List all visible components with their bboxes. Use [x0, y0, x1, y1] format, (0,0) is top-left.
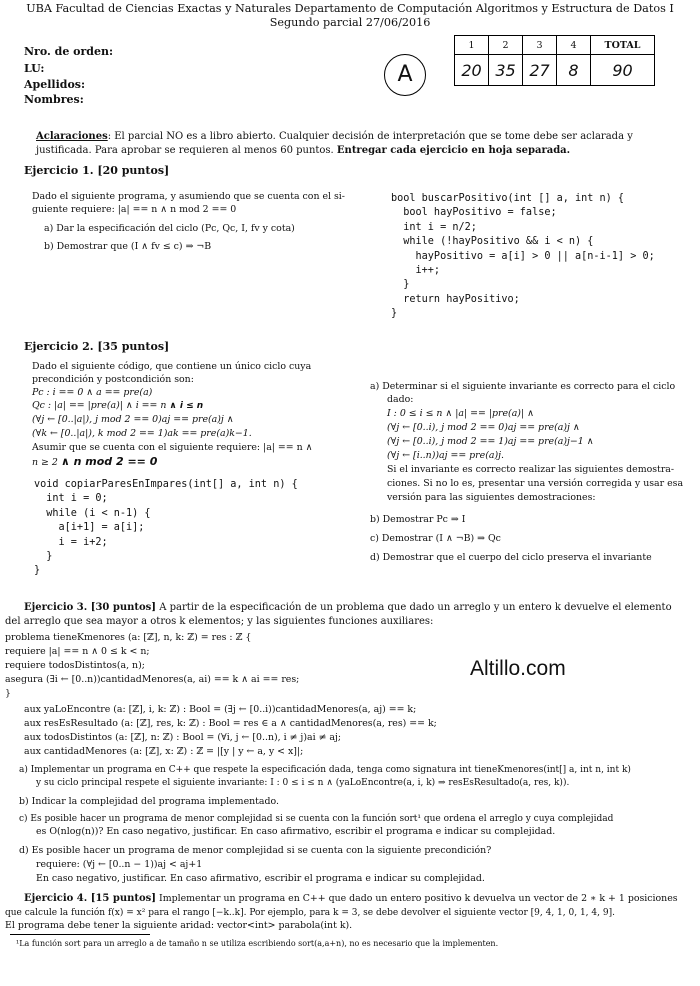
ex3-item-b: b) Indicar la complejidad del programa implementado.	[19, 796, 279, 807]
ex3-spec-4: asegura (∃i ← [0..n))cantidadMenores(a, ai) == k ∧ ai == res;	[5, 674, 300, 685]
code-line: }	[391, 279, 410, 291]
ex3-spec-1: problema tieneKmenores (a: [ℤ], n, k: ℤ) = res : ℤ {	[5, 632, 252, 643]
ex2-item-b: b) Demostrar Pc ⇒ I	[370, 514, 466, 525]
score-header-total: TOTAL	[591, 36, 655, 55]
ex1-item-b: b) Demostrar que (I ∧ fv ≤ c) ⇒ ¬B	[44, 241, 212, 252]
ex2-intro-1: Dado el siguiente código, que contiene un único ciclo cuya	[32, 361, 312, 372]
ex2-title: Ejercicio 2. [35 puntos]	[24, 340, 170, 353]
exam-header-line1: UBA Facultad de Ciencias Exactas y Naturales Departamento de Computación Algoritmos y Estructura de Datos I	[26, 2, 674, 15]
footnote-rule	[10, 934, 150, 935]
ex4-title: Ejercicio 4. [15 puntos]	[24, 893, 157, 904]
code-line: return hayPositivo;	[391, 293, 520, 305]
ex2-requires: Asumir que se cuenta con el siguiente requiere: |a| == n ∧	[32, 442, 313, 453]
ex3-item-d-cont: En caso negativo, justificar. En caso afirmativo, escribir el programa e indicar su complejidad.	[36, 873, 485, 884]
score-table	[454, 35, 655, 86]
code-line: }	[391, 308, 398, 320]
code-line: int i = 0;	[34, 493, 108, 505]
code-line: bool hayPositivo = false;	[391, 207, 557, 219]
score-value-4: 8	[557, 55, 591, 86]
ex2-precondition: Pc : i == 0 ∧ a == pre(a)	[32, 387, 153, 398]
ex1-code	[391, 192, 655, 322]
ex3-intro-line1: Ejercicio 3. [30 puntos] A partir de la especificación de un problema que dado un arreglo y un entero k devuelve el elemento	[24, 602, 672, 613]
score-header-3: 3	[523, 36, 557, 55]
ex3-intro-line2: del arreglo que sea mayor a otros k elementos; y las siguientes funciones auxiliares:	[5, 616, 434, 627]
exam-header-line2: Segundo parcial 27/06/2016	[269, 16, 431, 29]
code-line: bool buscarPositivo(int [] a, int n) {	[391, 193, 625, 204]
score-header-2: 2	[489, 36, 523, 55]
code-line: a[i+1] = a[i];	[34, 522, 145, 534]
code-line: void copiarParesEnImpares(int[] a, int n) {	[34, 479, 298, 490]
ex2-item-a-dado: dado:	[387, 394, 414, 405]
score-value-3: 27	[523, 55, 557, 86]
ex1-title: Ejercicio 1. [20 puntos]	[24, 164, 170, 177]
ex3-spec-2: requiere |a| == n ∧ 0 ≤ k < n;	[5, 646, 150, 657]
code-line: i = i+2;	[34, 536, 108, 548]
ex2-invariant-1: I : 0 ≤ i ≤ n ∧ |a| == |pre(a)| ∧	[387, 408, 534, 419]
ex2-invariant-4: (∀j ← [i..n))aj == pre(a)j.	[387, 450, 504, 461]
watermark: Altillo.com	[470, 657, 566, 680]
handwritten-addition-1: ∧ i ≤ n	[169, 401, 204, 411]
ex2-postcondition-2: (∀j ← [0..|a|), j mod 2 == 0)aj == pre(a)j ∧	[32, 414, 234, 425]
score-value-2: 35	[489, 55, 523, 86]
ex2-requires-cont: n ≥ 2 ∧ n mod 2 == 0	[32, 455, 158, 468]
ex2-item-a-text-2: ciones. Si no lo es, presentar una versión corregida y usar esa	[387, 478, 684, 489]
ex3-title: Ejercicio 3. [30 puntos]	[24, 602, 157, 613]
score-header-1: 1	[455, 36, 489, 55]
footnote: ¹La función sort para un arreglo a de tamaño n se utiliza escribiendo sort(a,a+n), no es necesario que la implementen.	[16, 939, 499, 948]
ex2-invariant-2: (∀j ← [0..i), j mod 2 == 0)aj == pre(a)j ∧	[387, 422, 580, 433]
ex3-item-c: c) Es posible hacer un programa de menor complejidad si se cuenta con la función sort¹ que ordena el arreglo y cuya complejidad	[19, 814, 614, 824]
ex2-code	[34, 478, 298, 579]
ex3-item-a-cont: y su ciclo principal respete el siguiente invariante: I : 0 ≤ i ≤ n ∧ (yaLoEncontre(a, i, k) ⇒ resEsResultado(a, res, k)).	[36, 778, 570, 788]
ex3-item-c-cont: es O(nlog(n))? En caso negativo, justificar. En caso afirmativo, escribir el programa e indicar su complejidad.	[36, 826, 556, 837]
ex3-aux-3: aux todosDistintos (a: [ℤ], n: ℤ) : Bool = (∀i, j ← [0..n), i ≠ j)ai ≠ aj;	[24, 732, 342, 743]
exam-version-mark: A	[384, 54, 426, 96]
score-header-4: 4	[557, 36, 591, 55]
code-line: hayPositivo = a[i] > 0 || a[n-i-1] > 0;	[391, 250, 655, 262]
ex1-intro-1: Dado el siguiente programa, y asumiendo que se cuenta con el si-	[32, 191, 345, 202]
notes-label: Aclaraciones	[36, 131, 108, 142]
ex3-item-d: d) Es posible hacer un programa de menor complejidad si se cuenta con la siguiente precondición?	[19, 845, 492, 856]
notes-line1: Aclaraciones: El parcial NO es a libro abierto. Cualquier decisión de interpretación que se tome debe ser aclarada y	[36, 131, 633, 142]
ex2-item-a-text-3: versión para las siguientes demostraciones:	[387, 492, 596, 503]
code-line: while (i < n-1) {	[34, 507, 151, 519]
ex2-item-a-text-1: Si el invariante es correcto realizar las siguientes demostra-	[387, 464, 675, 475]
handwritten-addition-2: ∧ n mod 2 == 0	[60, 455, 158, 468]
ex4-line2: que calcule la función f(x) = x² para el rango [−k..k]. Por ejemplo, para k = 3, se debe devolver el siguiente vector [9, 4, 1, 0, 1, 4, 9].	[5, 908, 615, 918]
field-nombres: Nombres:	[24, 93, 84, 106]
ex2-item-c: c) Demostrar (I ∧ ¬B) ⇒ Qc	[370, 533, 501, 544]
ex3-aux-2: aux resEsResultado (a: [ℤ], res, k: ℤ) : Bool = res ∈ a ∧ cantidadMenores(a, res) == k;	[24, 718, 437, 729]
notes-line2: justificada. Para aprobar se requieren al menos 60 puntos. Entregar cada ejercicio en hoja separada.	[36, 145, 571, 156]
code-line: while (!hayPositivo && i < n) {	[391, 236, 594, 248]
ex2-postcondition-1: Qc : |a| == |pre(a)| ∧ i == n ∧ i ≤ n	[32, 400, 204, 411]
code-line: }	[34, 551, 53, 563]
score-value-1: 20	[455, 55, 489, 86]
ex2-intro-2: precondición y postcondición son:	[32, 374, 194, 385]
code-line: }	[34, 565, 41, 577]
score-value-total: 90	[591, 55, 655, 86]
ex3-spec-5: }	[5, 688, 11, 699]
ex4-line3: El programa debe tener la siguiente aridad: vector<int> parabola(int k).	[5, 920, 353, 931]
ex1-intro-2: guiente requiere: |a| == n ∧ n mod 2 == 0	[32, 204, 237, 215]
ex3-item-a: a) Implementar un programa en C++ que respete la especificación dada, tenga como signatura int tieneKmenores(int[] a, int n, int k)	[19, 765, 631, 775]
ex3-spec-3: requiere todosDistintos(a, n);	[5, 660, 145, 671]
field-apellidos: Apellidos:	[24, 78, 86, 91]
ex3-aux-4: aux cantidadMenores (a: [ℤ], x: ℤ) : ℤ = |[y | y ← a, y < x]|;	[24, 746, 304, 757]
ex2-invariant-3: (∀j ← [0..i), j mod 2 == 1)aj == pre(a)j−1 ∧	[387, 436, 594, 447]
code-line: int i = n/2;	[391, 221, 477, 233]
ex2-item-d: d) Demostrar que el cuerpo del ciclo preserva el invariante	[370, 552, 652, 563]
ex1-item-a: a) Dar la especificación del ciclo (Pc, Qc, I, fv y cota)	[44, 223, 295, 234]
ex3-item-d-requires: requiere: (∀j ← [0..n − 1))aj < aj+1	[36, 859, 203, 870]
field-lu: LU:	[24, 62, 45, 75]
ex3-aux-1: aux yaLoEncontre (a: [ℤ], i, k: ℤ) : Bool = (∃j ← [0..i))cantidadMenores(a, aj) == k;	[24, 704, 417, 715]
ex2-postcondition-3: (∀k ← [0..|a|), k mod 2 == 1)ak == pre(a)k−1.	[32, 428, 252, 439]
code-line: i++;	[391, 265, 441, 277]
ex4-line1: Ejercicio 4. [15 puntos] Implementar un programa en C++ que dado un entero positivo k devuelva un vector de 2 ∗ k + 1 posiciones	[24, 893, 678, 904]
field-nro-orden: Nro. de orden:	[24, 45, 114, 58]
ex2-item-a: a) Determinar si el siguiente invariante es correcto para el ciclo	[370, 381, 676, 392]
